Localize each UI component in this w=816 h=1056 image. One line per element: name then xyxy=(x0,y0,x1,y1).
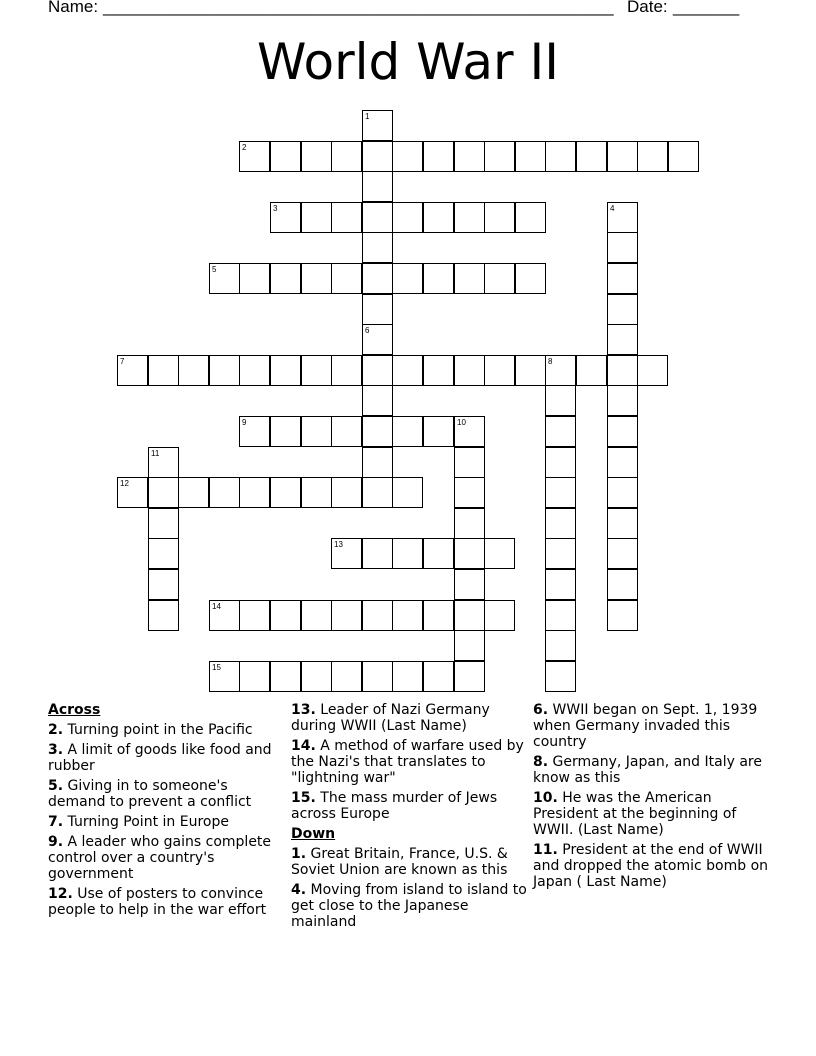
cell-number: 2 xyxy=(242,143,247,152)
grid-cell[interactable] xyxy=(392,477,423,508)
cell-number: 7 xyxy=(120,357,125,366)
grid-cell[interactable] xyxy=(239,416,270,447)
grid-cell[interactable] xyxy=(545,661,576,692)
grid-cell[interactable] xyxy=(209,355,240,386)
grid-cell[interactable] xyxy=(545,508,576,539)
grid-cell[interactable] xyxy=(454,202,485,233)
grid-cell[interactable] xyxy=(454,508,485,539)
grid-cell[interactable] xyxy=(607,141,638,172)
grid-cell[interactable] xyxy=(362,232,393,263)
cell-number: 5 xyxy=(212,265,217,274)
clue-column-2 xyxy=(291,702,527,934)
grid-cell[interactable] xyxy=(454,569,485,600)
across-clue-13: 13. Leader of Nazi Germany during WWII (Last Name) xyxy=(291,702,490,734)
grid-cell[interactable] xyxy=(301,416,332,447)
grid-cell[interactable] xyxy=(454,416,485,447)
grid-cell[interactable] xyxy=(301,141,332,172)
grid-cell[interactable] xyxy=(515,263,546,294)
grid-cell[interactable] xyxy=(545,630,576,661)
grid-cell[interactable] xyxy=(454,477,485,508)
across-clue-3: 3. A limit of goods like food and rubber xyxy=(48,742,272,774)
grid-cell[interactable] xyxy=(515,202,546,233)
grid-cell[interactable] xyxy=(392,141,423,172)
grid-cell[interactable] xyxy=(239,477,270,508)
cell-number: 13 xyxy=(334,540,343,549)
cell-number: 4 xyxy=(610,204,615,213)
grid-cell[interactable] xyxy=(362,600,393,631)
grid-cell[interactable] xyxy=(607,355,638,386)
grid-cell[interactable] xyxy=(545,600,576,631)
date-field-line[interactable]: _______ xyxy=(673,0,740,16)
grid-cell[interactable] xyxy=(392,263,423,294)
grid-cell[interactable] xyxy=(270,141,301,172)
grid-cell[interactable] xyxy=(423,600,454,631)
grid-cell[interactable] xyxy=(515,141,546,172)
grid-cell[interactable] xyxy=(423,355,454,386)
grid-cell[interactable] xyxy=(454,630,485,661)
across-clue-12: 12. Use of posters to convince people to help in the war effort xyxy=(48,886,267,918)
across-heading: Across xyxy=(48,702,101,718)
grid-cell[interactable] xyxy=(607,538,638,569)
grid-cell[interactable] xyxy=(545,538,576,569)
down-clue-10: 10. He was the American President at the beginning of WWII. (Last Name) xyxy=(533,790,737,838)
grid-cell[interactable] xyxy=(331,263,362,294)
grid-cell[interactable] xyxy=(392,202,423,233)
grid-cell[interactable] xyxy=(270,600,301,631)
grid-cell[interactable] xyxy=(270,355,301,386)
grid-cell[interactable] xyxy=(331,538,362,569)
grid-cell[interactable] xyxy=(392,600,423,631)
cell-number: 9 xyxy=(242,418,247,427)
grid-cell[interactable] xyxy=(362,416,393,447)
grid-cell[interactable] xyxy=(301,263,332,294)
grid-cell[interactable] xyxy=(362,171,393,202)
grid-cell[interactable] xyxy=(423,263,454,294)
grid-cell[interactable] xyxy=(270,202,301,233)
grid-cell[interactable] xyxy=(484,141,515,172)
grid-cell[interactable] xyxy=(484,600,515,631)
grid-cell[interactable] xyxy=(362,661,393,692)
grid-cell[interactable] xyxy=(392,355,423,386)
grid-cell[interactable] xyxy=(515,355,546,386)
grid-cell[interactable] xyxy=(362,385,393,416)
grid-cell[interactable] xyxy=(239,263,270,294)
grid-cell[interactable] xyxy=(362,324,393,355)
grid-cell[interactable] xyxy=(637,141,668,172)
grid-cell[interactable] xyxy=(209,661,240,692)
cell-number: 6 xyxy=(365,326,370,335)
grid-cell[interactable] xyxy=(454,355,485,386)
grid-cell[interactable] xyxy=(607,324,638,355)
grid-cell[interactable] xyxy=(148,569,179,600)
grid-cell[interactable] xyxy=(607,294,638,325)
grid-cell[interactable] xyxy=(331,477,362,508)
grid-cell[interactable] xyxy=(239,600,270,631)
grid-cell[interactable] xyxy=(270,263,301,294)
grid-cell[interactable] xyxy=(331,600,362,631)
grid-cell[interactable] xyxy=(607,508,638,539)
grid-cell[interactable] xyxy=(117,355,148,386)
grid-cell[interactable] xyxy=(454,263,485,294)
grid-cell[interactable] xyxy=(209,263,240,294)
grid-cell[interactable] xyxy=(270,477,301,508)
grid-cell[interactable] xyxy=(545,447,576,478)
grid-cell[interactable] xyxy=(301,355,332,386)
grid-cell[interactable] xyxy=(454,447,485,478)
grid-cell[interactable] xyxy=(117,477,148,508)
across-clue-2: 2. Turning point in the Pacific xyxy=(48,722,253,738)
cell-number: 3 xyxy=(273,204,278,213)
grid-cell[interactable] xyxy=(270,416,301,447)
grid-cell[interactable] xyxy=(423,141,454,172)
grid-cell[interactable] xyxy=(148,538,179,569)
grid-cell[interactable] xyxy=(454,538,485,569)
puzzle-title: World War II xyxy=(256,33,559,91)
across-clue-9: 9. A leader who gains complete control over a country's government xyxy=(48,834,272,882)
grid-cell[interactable] xyxy=(484,202,515,233)
grid-cell[interactable] xyxy=(637,355,668,386)
grid-cell[interactable] xyxy=(239,661,270,692)
grid-cell[interactable] xyxy=(362,202,393,233)
down-clue-6: 6. WWII began on Sept. 1, 1939 when Germany invaded this country xyxy=(533,702,758,750)
grid-cell[interactable] xyxy=(454,600,485,631)
across-clue-14: 14. A method of warfare used by the Nazi's that translates to "lightning war" xyxy=(291,738,524,786)
cell-number: 10 xyxy=(457,418,466,427)
grid-cell[interactable] xyxy=(362,263,393,294)
cell-number: 1 xyxy=(365,112,370,121)
grid-cell[interactable] xyxy=(545,355,576,386)
grid-cell[interactable] xyxy=(362,477,393,508)
grid-cell[interactable] xyxy=(239,141,270,172)
grid-cell[interactable] xyxy=(301,202,332,233)
date-label: Date: xyxy=(627,0,668,16)
grid-cell[interactable] xyxy=(545,141,576,172)
grid-cell[interactable] xyxy=(301,661,332,692)
grid-cell[interactable] xyxy=(331,416,362,447)
across-clue-15: 15. The mass murder of Jews across Europe xyxy=(291,790,498,822)
grid-cell[interactable] xyxy=(576,141,607,172)
grid-cell[interactable] xyxy=(209,477,240,508)
grid-cell[interactable] xyxy=(331,202,362,233)
grid-cell[interactable] xyxy=(331,661,362,692)
grid-cell[interactable] xyxy=(331,355,362,386)
down-clue-4: 4. Moving from island to island to get close to the Japanese mainland xyxy=(291,882,527,930)
name-label: Name: xyxy=(48,0,99,16)
cell-number: 11 xyxy=(151,449,160,458)
grid-cell[interactable] xyxy=(607,447,638,478)
grid-cell[interactable] xyxy=(545,385,576,416)
grid-cell[interactable] xyxy=(423,202,454,233)
across-clue-7: 7. Turning Point in Europe xyxy=(48,814,229,830)
grid-cell[interactable] xyxy=(607,600,638,631)
cell-number: 14 xyxy=(212,602,221,611)
grid-cell[interactable] xyxy=(148,477,179,508)
grid-cell[interactable] xyxy=(668,141,699,172)
grid-cell[interactable] xyxy=(301,477,332,508)
grid-cell[interactable] xyxy=(484,263,515,294)
grid-cell[interactable] xyxy=(423,661,454,692)
down-heading: Down xyxy=(291,826,336,842)
grid-cell[interactable] xyxy=(545,569,576,600)
grid-cell[interactable] xyxy=(362,447,393,478)
grid-cell[interactable] xyxy=(484,538,515,569)
grid-cell[interactable] xyxy=(454,141,485,172)
grid-cell[interactable] xyxy=(576,355,607,386)
grid-cell[interactable] xyxy=(392,661,423,692)
grid-cell[interactable] xyxy=(362,538,393,569)
down-clue-11: 11. President at the end of WWII and dropped the atomic bomb on Japan ( Last Name) xyxy=(533,842,769,890)
grid-cell[interactable] xyxy=(331,141,362,172)
cell-number: 12 xyxy=(120,479,129,488)
grid-cell[interactable] xyxy=(148,447,179,478)
grid-cell[interactable] xyxy=(148,355,179,386)
grid-cell[interactable] xyxy=(392,538,423,569)
grid-cell[interactable] xyxy=(423,416,454,447)
grid-cell[interactable] xyxy=(607,569,638,600)
grid-cell[interactable] xyxy=(545,416,576,447)
grid-cell[interactable] xyxy=(545,477,576,508)
grid-cell[interactable] xyxy=(607,416,638,447)
grid-cell[interactable] xyxy=(607,477,638,508)
grid-cell[interactable] xyxy=(607,385,638,416)
clue-column-1 xyxy=(48,702,284,922)
down-clue-1: 1. Great Britain, France, U.S. & Soviet Union are known as this xyxy=(291,846,508,878)
grid-cell[interactable] xyxy=(362,355,393,386)
name-field-line[interactable]: ______________________________________________________ xyxy=(103,0,614,16)
grid-cell[interactable] xyxy=(484,355,515,386)
grid-cell[interactable] xyxy=(362,110,393,141)
grid-cell[interactable] xyxy=(178,355,209,386)
grid-cell[interactable] xyxy=(301,600,332,631)
across-clue-5: 5. Giving in to someone's demand to prevent a conflict xyxy=(48,778,252,810)
grid-cell[interactable] xyxy=(148,508,179,539)
grid-cell[interactable] xyxy=(178,477,209,508)
down-clue-8: 8. Germany, Japan, and Italy are know as this xyxy=(533,754,762,786)
grid-cell[interactable] xyxy=(392,416,423,447)
grid-cell[interactable] xyxy=(607,202,638,233)
grid-cell[interactable] xyxy=(423,538,454,569)
grid-cell[interactable] xyxy=(362,141,393,172)
grid-cell[interactable] xyxy=(148,600,179,631)
cell-number: 15 xyxy=(212,663,221,672)
cell-number: 8 xyxy=(548,357,553,366)
grid-cell[interactable] xyxy=(362,294,393,325)
grid-cell[interactable] xyxy=(607,232,638,263)
grid-cell[interactable] xyxy=(607,263,638,294)
grid-cell[interactable] xyxy=(270,661,301,692)
grid-cell[interactable] xyxy=(454,661,485,692)
grid-cell[interactable] xyxy=(239,355,270,386)
grid-cell[interactable] xyxy=(209,600,240,631)
clue-column-3 xyxy=(533,702,769,894)
